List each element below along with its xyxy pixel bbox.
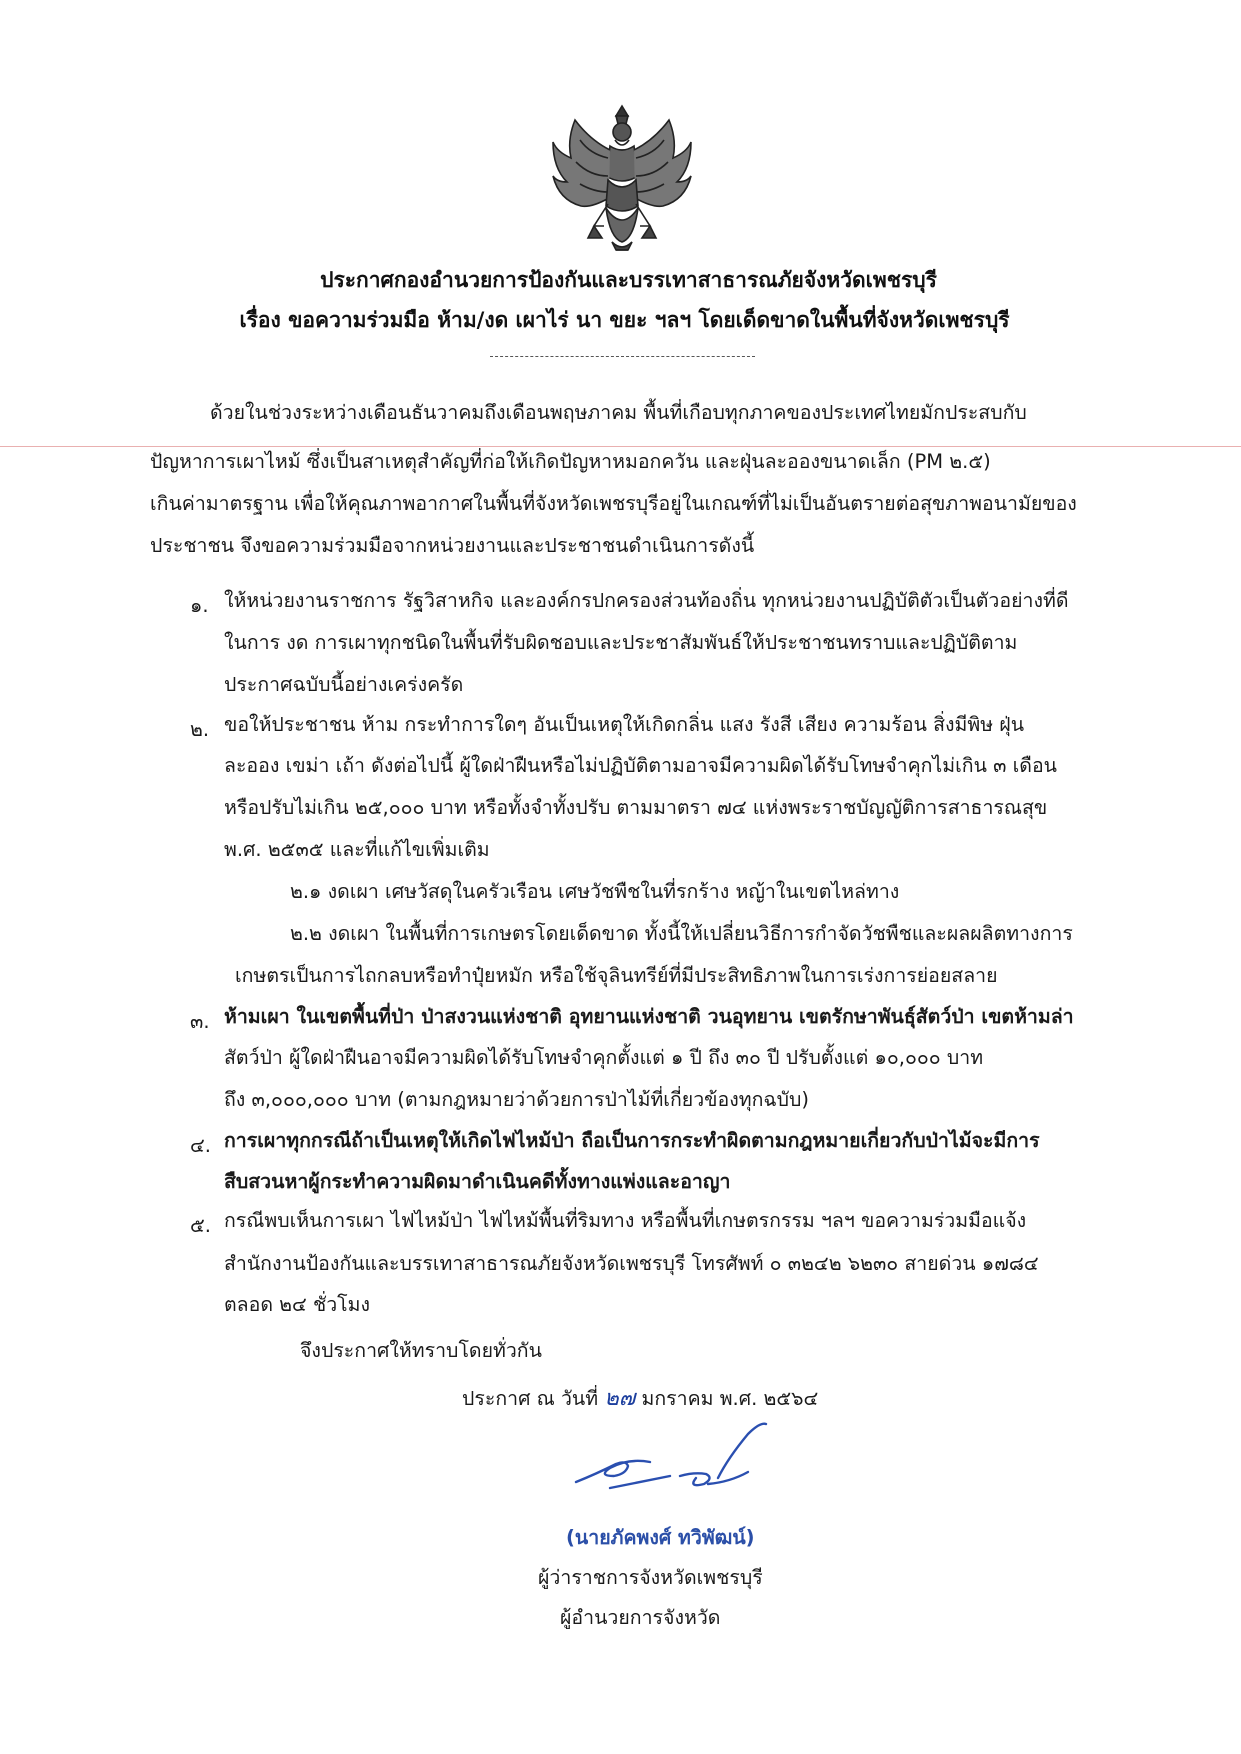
item-line: สืบสวนหาผู้กระทำความผิดมาดำเนินคดีทั้งทางแพ่งและอาญา	[224, 1170, 731, 1193]
garuda-emblem-icon	[550, 100, 695, 258]
date-suffix: มกราคม พ.ศ. ๒๕๖๔	[635, 1387, 819, 1410]
item-line: พ.ศ. ๒๕๓๕ และที่แก้ไขเพิ่มเติม	[224, 838, 490, 861]
signature-icon	[568, 1418, 788, 1510]
announcement-subject: เรื่อง ขอความร่วมมือ ห้าม/งด เผาไร่ นา ขยะ ฯลฯ โดยเด็ดขาดในพื้นที่จังหวัดเพชรบุรี	[239, 308, 1010, 332]
signatory-role: ผู้อำนวยการจังหวัด	[560, 1606, 721, 1629]
item-line: หรือปรับไม่เกิน ๒๕,๐๐๐ บาท หรือทั้งจำทั้งปรับ ตามมาตรา ๗๔ แห่งพระราชบัญญัติการสาธารณสุข	[224, 796, 1048, 819]
item-line: ขอให้ประชาชน ห้าม กระทำการใดๆ อันเป็นเหตุให้เกิดกลิ่น แสง รังสี เสียง ความร้อน สิ่งมีพิษ ฝุ่น	[224, 713, 1025, 736]
announcement-date	[462, 1380, 818, 1415]
closing-statement: จึงประกาศให้ทราบโดยทั่วกัน	[300, 1339, 542, 1362]
item-line: ถึง ๓,๐๐๐,๐๐๐ บาท (ตามกฎหมายว่าด้วยการป่าไม้ที่เกี่ยวข้องทุกฉบับ)	[224, 1088, 810, 1111]
item-line: กรณีพบเห็นการเผา ไฟไหม้ป่า ไฟไหม้พื้นที่ริมทาง หรือพื้นที่เกษตรกรรม ฯลฯ ขอความร่วมมือแจ้ง	[224, 1209, 1027, 1232]
item-line: ให้หน่วยงานราชการ รัฐวิสาหกิจ และองค์กรปกครองส่วนท้องถิ่น ทุกหน่วยงานปฏิบัติตัวเป็นตัวอย่างที่ดี	[224, 589, 1069, 612]
intro-line: ด้วยในช่วงระหว่างเดือนธันวาคมถึงเดือนพฤษภาคม พื้นที่เกือบทุกภาคของประเทศไทยมักประสบกับ	[210, 401, 1027, 424]
item-line: ตลอด ๒๔ ชั่วโมง	[224, 1293, 371, 1316]
item-line: สัตว์ป่า ผู้ใดฝ่าฝืนอาจมีความผิดได้รับโทษจำคุกตั้งแต่ ๑ ปี ถึง ๓๐ ปี ปรับตั้งแต่ ๑๐,๐๐๐ บาท	[224, 1046, 984, 1069]
intro-line: ประชาชน จึงขอความร่วมมือจากหน่วยงานและประชาชนดำเนินการดังนี้	[150, 534, 755, 557]
date-prefix: ประกาศ ณ วันที่	[462, 1387, 605, 1410]
announcement-title: ประกาศกองอำนวยการป้องกันและบรรเทาสาธารณภัยจังหวัดเพชรบุรี	[320, 268, 937, 292]
item-line: ละออง เขม่า เถ้า ดังต่อไปนี้ ผู้ใดฝ่าฝืนหรือไม่ปฏิบัติตามอาจมีความผิดได้รับโทษจำคุกไม่เกิน ๓ เดือน	[224, 754, 1057, 777]
item-number: ๑.	[190, 594, 209, 617]
title-divider	[490, 356, 755, 357]
subitem-line: ๒.๒ งดเผา ในพื้นที่การเกษตรโดยเด็ดขาด ทั้งนี้ให้เปลี่ยนวิธีการกำจัดวัชพืชและผลผลิตทางการ	[290, 922, 1073, 945]
item-number: ๓.	[190, 1010, 210, 1033]
item-line: การเผาทุกกรณีถ้าเป็นเหตุให้เกิดไฟไหม้ป่า ถือเป็นการกระทำผิดตามกฎหมายเกี่ยวกับป่าไม้จะมีการ	[224, 1129, 1040, 1152]
item-line: ห้ามเผา ในเขตพื้นที่ป่า ป่าสงวนแห่งชาติ อุทยานแห่งชาติ วนอุทยาน เขตรักษาพันธุ์สัตว์ป่า เขตห้ามล่า	[224, 1005, 1074, 1028]
intro-line: ปัญหาการเผาไหม้ ซึ่งเป็นสาเหตุสำคัญที่ก่อให้เกิดปัญหาหมอกควัน และฝุ่นละอองขนาดเล็ก (PM ๒.๕)	[150, 450, 991, 473]
item-number: ๕.	[190, 1214, 211, 1237]
signatory-position: ผู้ว่าราชการจังหวัดเพชรบุรี	[538, 1566, 763, 1589]
item-number: ๒.	[190, 718, 210, 741]
item-line: ในการ งด การเผาทุกชนิดในพื้นที่รับผิดชอบและประชาสัมพันธ์ให้ประชาชนทราบและปฏิบัติตาม	[224, 631, 1018, 654]
date-day-handwritten: ๒๗	[604, 1386, 636, 1411]
signatory-name: (นายภัคพงศ์ ทวิพัฒน์)	[566, 1526, 755, 1549]
subitem-line: ๒.๑ งดเผา เศษวัสดุในครัวเรือน เศษวัชพืชในที่รกร้าง หญ้าในเขตไหล่ทาง	[290, 880, 900, 903]
item-number: ๔.	[190, 1134, 211, 1157]
intro-line: เกินค่ามาตรฐาน เพื่อให้คุณภาพอากาศในพื้นที่จังหวัดเพชรบุรีอยู่ในเกณฑ์ที่ไม่เป็นอันตรายต่อสุขภาพอนามัยของ	[150, 492, 1077, 515]
subitem-line: เกษตรเป็นการไถกลบหรือทำปุ๋ยหมัก หรือใช้จุลินทรีย์ที่มีประสิทธิภาพในการเร่งการย่อยสลาย	[235, 964, 998, 987]
item-line: ประกาศฉบับนี้อย่างเคร่งครัด	[224, 673, 464, 696]
item-line: สำนักงานป้องกันและบรรเทาสาธารณภัยจังหวัดเพชรบุรี โทรศัพท์ ๐ ๓๒๔๒ ๖๒๓๐ สายด่วน ๑๗๘๔	[224, 1252, 1039, 1275]
